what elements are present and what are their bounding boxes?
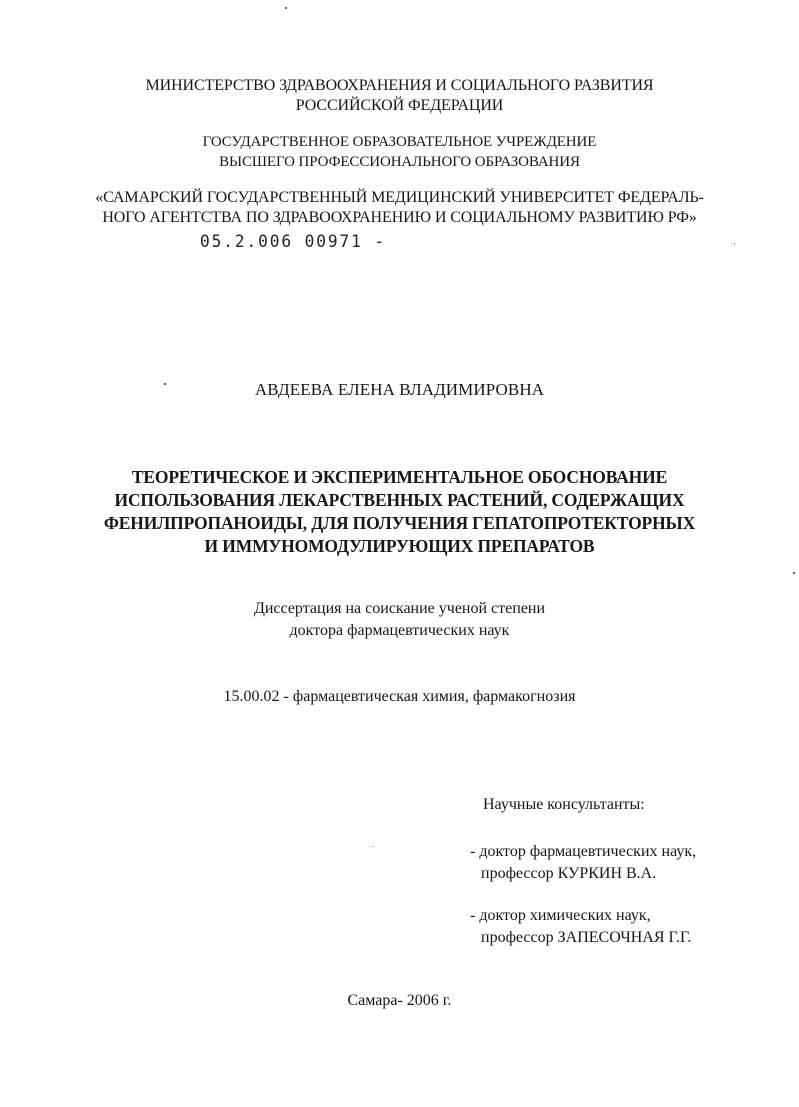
city-year: Самара- 2006 г.: [347, 992, 452, 1009]
degree-line-2: доктора фармацевтических наук: [289, 622, 510, 639]
title-line-3: ФЕНИЛПРОПАНОИДЫ, ДЛЯ ПОЛУЧЕНИЯ ГЕПАТОПРОТЕКТОРНЫХ: [103, 513, 696, 533]
ministry-line-2: РОССИЙСКОЙ ФЕДЕРАЦИИ: [295, 97, 504, 114]
institution-line-1: ГОСУДАРСТВЕННОЕ ОБРАЗОВАТЕЛЬНОЕ УЧРЕЖДЕНИЕ: [202, 134, 597, 150]
advisor-degree: - доктор фармацевтических наук,: [470, 843, 697, 860]
university-line-1: «САМАРСКИЙ ГОСУДАРСТВЕННЫЙ МЕДИЦИНСКИЙ УНИВЕРСИТЕТ ФЕДЕРАЛЬ-: [95, 189, 704, 206]
ministry-heading: [0, 76, 799, 116]
ministry-line-1: МИНИСТЕРСТВО ЗДРАВООХРАНЕНИЯ И СОЦИАЛЬНОГО РАЗВИТИЯ: [145, 77, 654, 94]
institution-heading: [0, 132, 799, 172]
scan-speck: [372, 846, 373, 847]
specialty-code: 15.00.02 - фармацевтическая химия, фармакогнозия: [223, 688, 576, 705]
advisor-degree: - доктор химических наук,: [470, 907, 651, 924]
advisor-entry: [470, 905, 691, 949]
degree-statement: [0, 598, 799, 642]
scan-speck: [285, 7, 287, 9]
title-line-2: ИСПОЛЬЗОВАНИЯ ЛЕКАРСТВЕННЫХ РАСТЕНИЙ, СОДЕРЖАЩИХ: [114, 490, 685, 510]
title-line-1: ТЕОРЕТИЧЕСКОЕ И ЭКСПЕРИМЕНТАЛЬНОЕ ОБОСНОВАНИЕ: [131, 467, 668, 487]
scan-speck: [734, 243, 735, 244]
scan-speck: [164, 383, 166, 385]
advisor-name: профессор ЗАПЕСОЧНАЯ Г.Г.: [481, 929, 692, 946]
advisors-heading: Научные консультанты:: [483, 796, 645, 813]
advisor-name: профессор КУРКИН В.А.: [481, 865, 657, 882]
dissertation-title: [0, 466, 799, 558]
advisor-entry: [470, 841, 696, 885]
registration-stamp: 05.2.006 00971 -: [200, 232, 386, 252]
university-line-2: НОГО АГЕНТСТВА ПО ЗДРАВООХРАНЕНИЮ И СОЦИАЛЬНОМУ РАЗВИТИЮ РФ»: [102, 209, 697, 226]
degree-line-1: Диссертация на соискание ученой степени: [253, 600, 546, 617]
scan-speck: [793, 572, 795, 574]
title-line-4: И ИММУНОМОДУЛИРУЮЩИХ ПРЕПАРАТОВ: [204, 536, 595, 556]
university-heading: [0, 188, 799, 228]
author-name: АВДЕЕВА ЕЛЕНА ВЛАДИМИРОВНА: [254, 380, 545, 399]
institution-line-2: ВЫСШЕГО ПРОФЕССИОНАЛЬНОГО ОБРАЗОВАНИЯ: [219, 154, 580, 170]
